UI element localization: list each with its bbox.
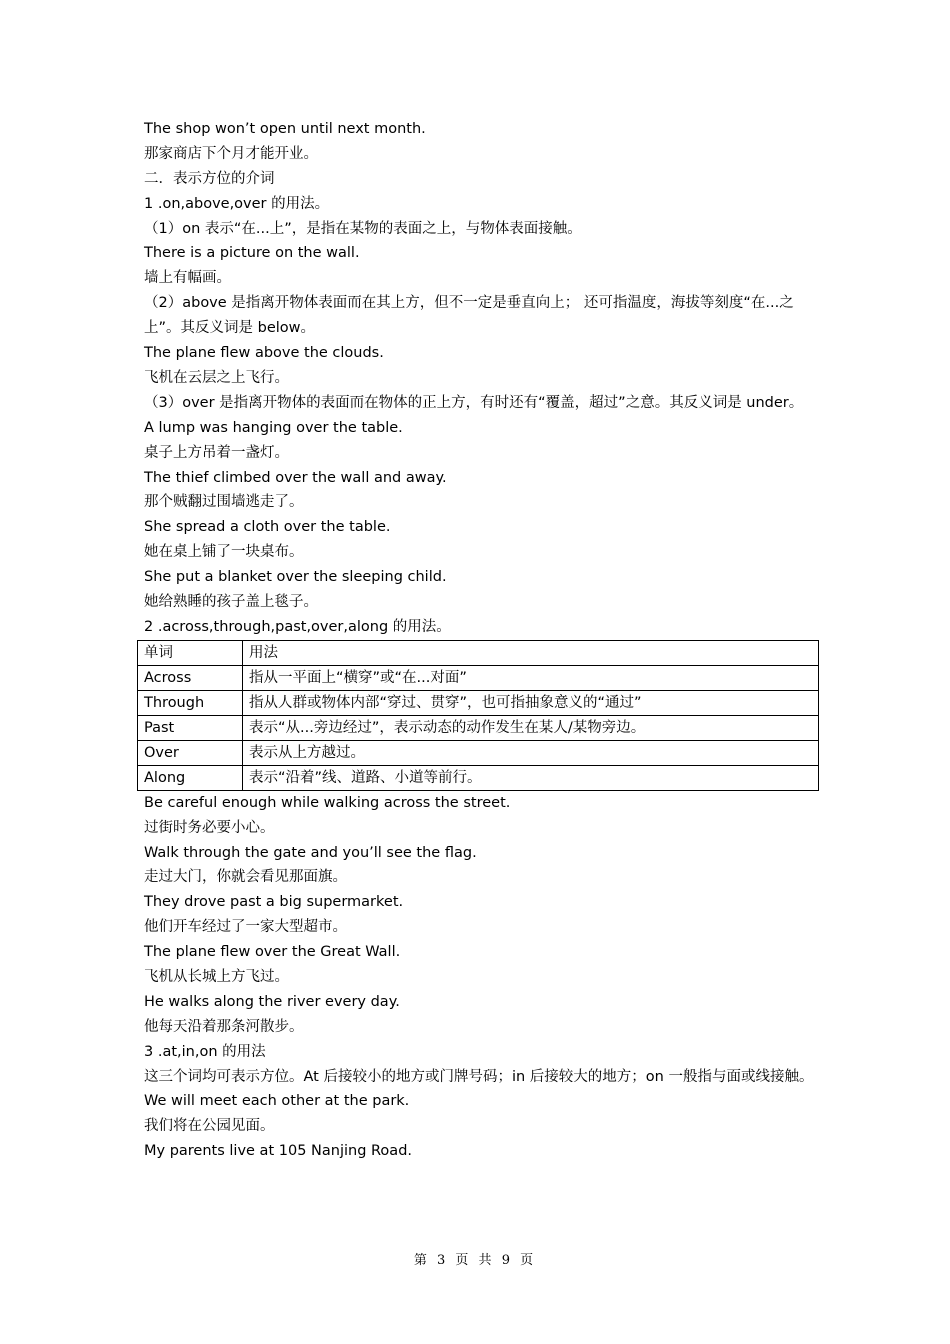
table-row (138, 740, 819, 765)
table-cell-usage: 表示从上方越过。 (243, 740, 819, 765)
table-row (138, 765, 819, 790)
example-translation: 他们开车经过了一家大型超市。 (144, 919, 347, 936)
example-translation: 飞机从长城上方飞过。 (144, 968, 289, 985)
example-translation: 她在桌上铺了一块桌布。 (144, 544, 304, 561)
example-sentence: The thief climbed over the wall and away. (144, 469, 447, 486)
example-translation: 我们将在公园见面。 (144, 1118, 275, 1135)
subsection-heading: 2 .across,through,past,over,along 的用法。 (144, 618, 451, 635)
table-cell-usage: 表示“从...旁边经过”，表示动态的动作发生在某人/某物旁边。 (243, 715, 819, 740)
subsection-heading: 3 .at,in,on 的用法 (144, 1043, 266, 1060)
table-row (138, 715, 819, 740)
subsection-heading: 1 .on,above,over 的用法。 (144, 195, 330, 212)
table-cell-usage: 指从人群或物体内部“穿过、贯穿”，也可指抽象意义的“通过” (243, 690, 819, 715)
example-sentence: She spread a cloth over the table. (144, 519, 391, 536)
example-translation: 那个贼翻过围墙逃走了。 (144, 494, 304, 511)
example-translation: 那家商店下个月才能开业。 (144, 145, 318, 162)
preposition-usage-table (137, 640, 819, 791)
document-body (144, 117, 816, 1164)
example-sentence: They drove past a big supermarket. (144, 894, 404, 911)
explanation-above: （2）above 是指离开物体表面而在其上方，但不一定是垂直向上； 还可指温度，海拔等刻度“在...之上”。其反义词是 below。 (144, 295, 794, 337)
example-translation: 墙上有幅画。 (144, 270, 231, 287)
example-sentence: Be careful enough while walking across the street. (144, 794, 511, 811)
explanation-over: （3）over 是指离开物体的表面而在物体的正上方，有时还有“覆盖，超过”之意。其反义词是 under。 (144, 394, 804, 411)
page-number-footer: 第 3 页 共 9 页 (413, 1253, 537, 1268)
table-row (138, 665, 819, 690)
example-sentence: Walk through the gate and you’ll see the flag. (144, 844, 477, 861)
example-sentence: The shop won’t open until next month. (144, 121, 426, 137)
example-sentence: She put a blanket over the sleeping child. (144, 569, 447, 586)
example-translation: 飞机在云层之上飞行。 (144, 369, 289, 386)
table-cell-word: Across (138, 665, 243, 690)
explanation-on: （1）on 表示“在...上”，是指在某物的表面之上，与物体表面接触。 (144, 220, 582, 237)
table-cell-word: Along (138, 765, 243, 790)
table-header-cell: 单词 (138, 640, 243, 665)
explanation-at-in-on: 这三个词均可表示方位。At 后接较小的地方或门牌号码；in 后接较大的地方；on 一般指与面或线接触。 (144, 1068, 814, 1085)
example-sentence: He walks along the river every day. (144, 993, 400, 1010)
example-translation: 他每天沿着那条河散步。 (144, 1018, 304, 1035)
table-header-cell: 用法 (243, 640, 819, 665)
example-sentence: My parents live at 105 Nanjing Road. (144, 1143, 413, 1160)
table-row (138, 690, 819, 715)
example-sentence: There is a picture on the wall. (144, 245, 360, 262)
example-sentence: The plane flew over the Great Wall. (144, 944, 401, 961)
example-sentence: We will meet each other at the park. (144, 1093, 410, 1110)
table-header-row (138, 640, 819, 665)
example-translation: 过街时务必要小心。 (144, 819, 275, 836)
example-translation: 走过大门，你就会看见那面旗。 (144, 869, 347, 886)
table-cell-word: Over (138, 740, 243, 765)
section-heading: 二．表示方位的介词 (144, 170, 275, 187)
table-cell-word: Past (138, 715, 243, 740)
example-translation: 桌子上方吊着一盏灯。 (144, 444, 289, 461)
table-cell-usage: 表示“沿着”线、道路、小道等前行。 (243, 765, 819, 790)
table-cell-usage: 指从一平面上“横穿”或“在...对面” (243, 665, 819, 690)
example-sentence: The plane flew above the clouds. (144, 345, 384, 362)
example-translation: 她给熟睡的孩子盖上毯子。 (144, 593, 318, 610)
example-sentence: A lump was hanging over the table. (144, 419, 403, 436)
table-cell-word: Through (138, 690, 243, 715)
